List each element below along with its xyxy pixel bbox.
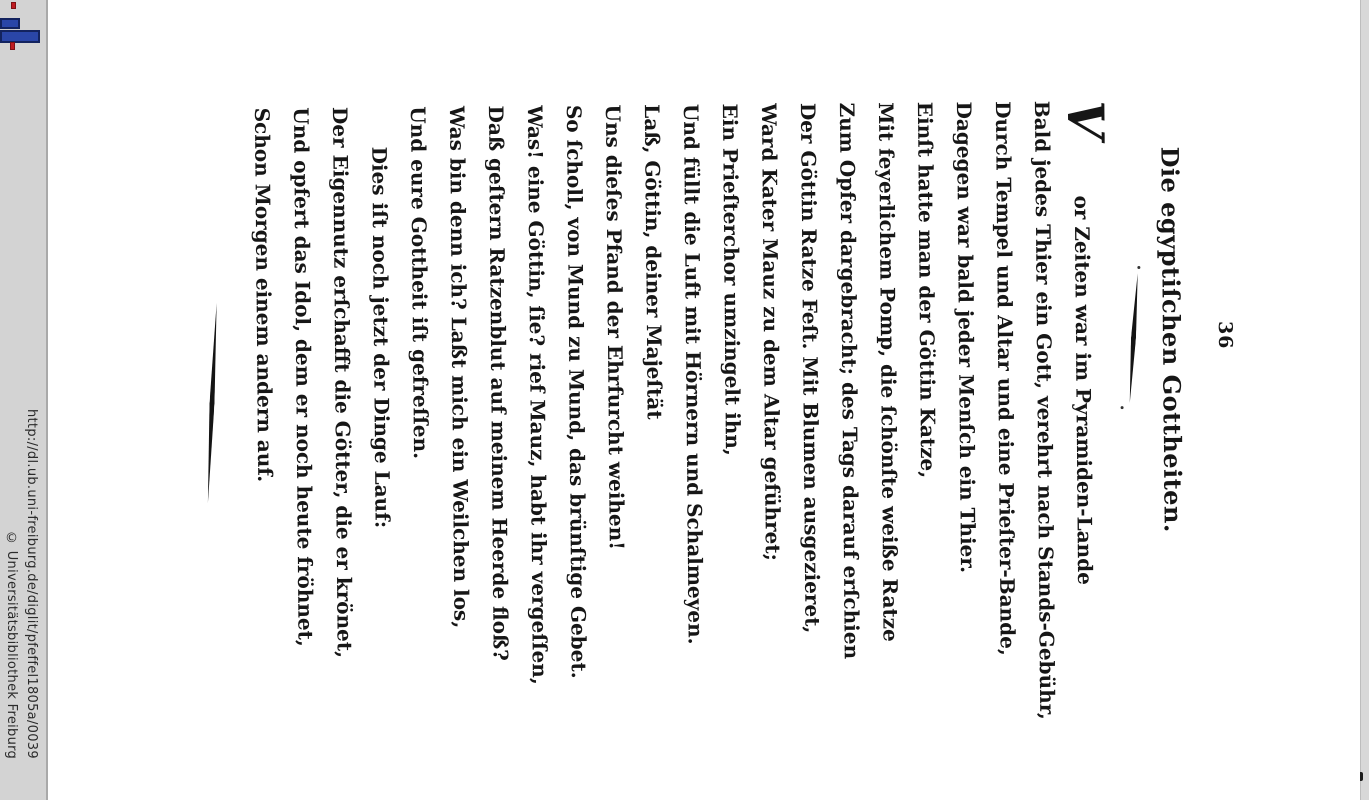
poem-line: Schon Morgen einem andern auf. bbox=[249, 107, 278, 483]
logo-red-square-bottom bbox=[10, 42, 15, 50]
poem-line: Mit feyerlichem Pomp, die ſchönſte weiße Ratze bbox=[873, 102, 903, 642]
scan-content bbox=[45, 0, 1364, 810]
page-number: 36 bbox=[1213, 320, 1237, 350]
poem-line: So ſcholl, von Mund zu Mund, das brünſtige Gebet. bbox=[561, 104, 591, 679]
logo-blue-bar-short bbox=[0, 18, 20, 29]
poem-line: Der Göttin Ratze Feſt. Mit Blumen ausgezieret, bbox=[795, 102, 825, 634]
poem-line: Und eure Gottheit iſt gefreſſen. bbox=[405, 106, 434, 460]
title-flourish-rule bbox=[1127, 273, 1140, 403]
poem-line: Und füllt die Luft mit Hörnern und Schalmeyen. bbox=[678, 103, 708, 645]
poem-line: Was! eine Göttin, ſie? rief Mauz, habt ihr vergeſſen, bbox=[522, 105, 552, 685]
poem-line: Zum Opfer dargebracht; des Tags darauf erſchien bbox=[834, 102, 864, 660]
poem bbox=[242, 100, 1116, 747]
persistent-url-watermark: http://dl.ub.uni-freiburg.de/diglit/pfeffel1805a/0039 bbox=[24, 409, 39, 759]
copyright-watermark: © Universitätsbibliothek Freiburg bbox=[4, 531, 19, 760]
poem-line: Laß, Göttin, deiner Majeſtät bbox=[639, 104, 667, 420]
end-flourish-rule bbox=[205, 303, 219, 503]
scanned-page bbox=[48, 0, 1360, 800]
logo-red-square-top bbox=[11, 2, 16, 9]
poem-line: Was bin denn ich? Laßt mich ein Weilchen los, bbox=[444, 105, 474, 629]
poem-line: Vor Zeiten war im Pyramiden-Lande bbox=[1055, 100, 1116, 585]
ub-freiburg-logo-icon bbox=[0, 0, 46, 54]
poem-line: Dagegen war bald jeder Menſch ein Thier. bbox=[951, 101, 981, 574]
drop-cap-initial: V bbox=[1055, 100, 1116, 140]
flourish-dot bbox=[1121, 406, 1124, 409]
poem-line: Und opfert das Idol, dem er noch heute fröhnet, bbox=[288, 107, 318, 647]
poem-line: Einſt hatte man der Göttin Katze, bbox=[912, 101, 941, 479]
poem-line: Dies iſt noch jetzt der Dinge Lauf: bbox=[367, 146, 395, 529]
poem-line: Bald jedes Thier ein Gott, verehrt nach Stands-Gebühr, bbox=[1029, 100, 1060, 720]
poem-line: Ward Kater Mauz zu dem Altar geführet; bbox=[756, 103, 785, 562]
flourish-dot bbox=[1137, 266, 1140, 269]
poem-line: Uns dieſes Pfand der Ehrfurcht weihen! bbox=[600, 104, 629, 551]
poem-line: Der Eigennutz erſchafft die Götter, die er krönet, bbox=[327, 106, 357, 659]
poem-line: Ein Prieſterchor umzingelt ihn, bbox=[717, 103, 745, 456]
logo-blue-bar-long bbox=[0, 30, 40, 43]
poem-line: Durch Tempel und Altar und eine Prieſter-Bande, bbox=[990, 101, 1020, 656]
poem-line: Daß geſtern Ratzenblut auf meinem Heerde floß? bbox=[483, 105, 513, 661]
page-title: Die egyptiſchen Gottheiten. bbox=[1155, 146, 1188, 533]
